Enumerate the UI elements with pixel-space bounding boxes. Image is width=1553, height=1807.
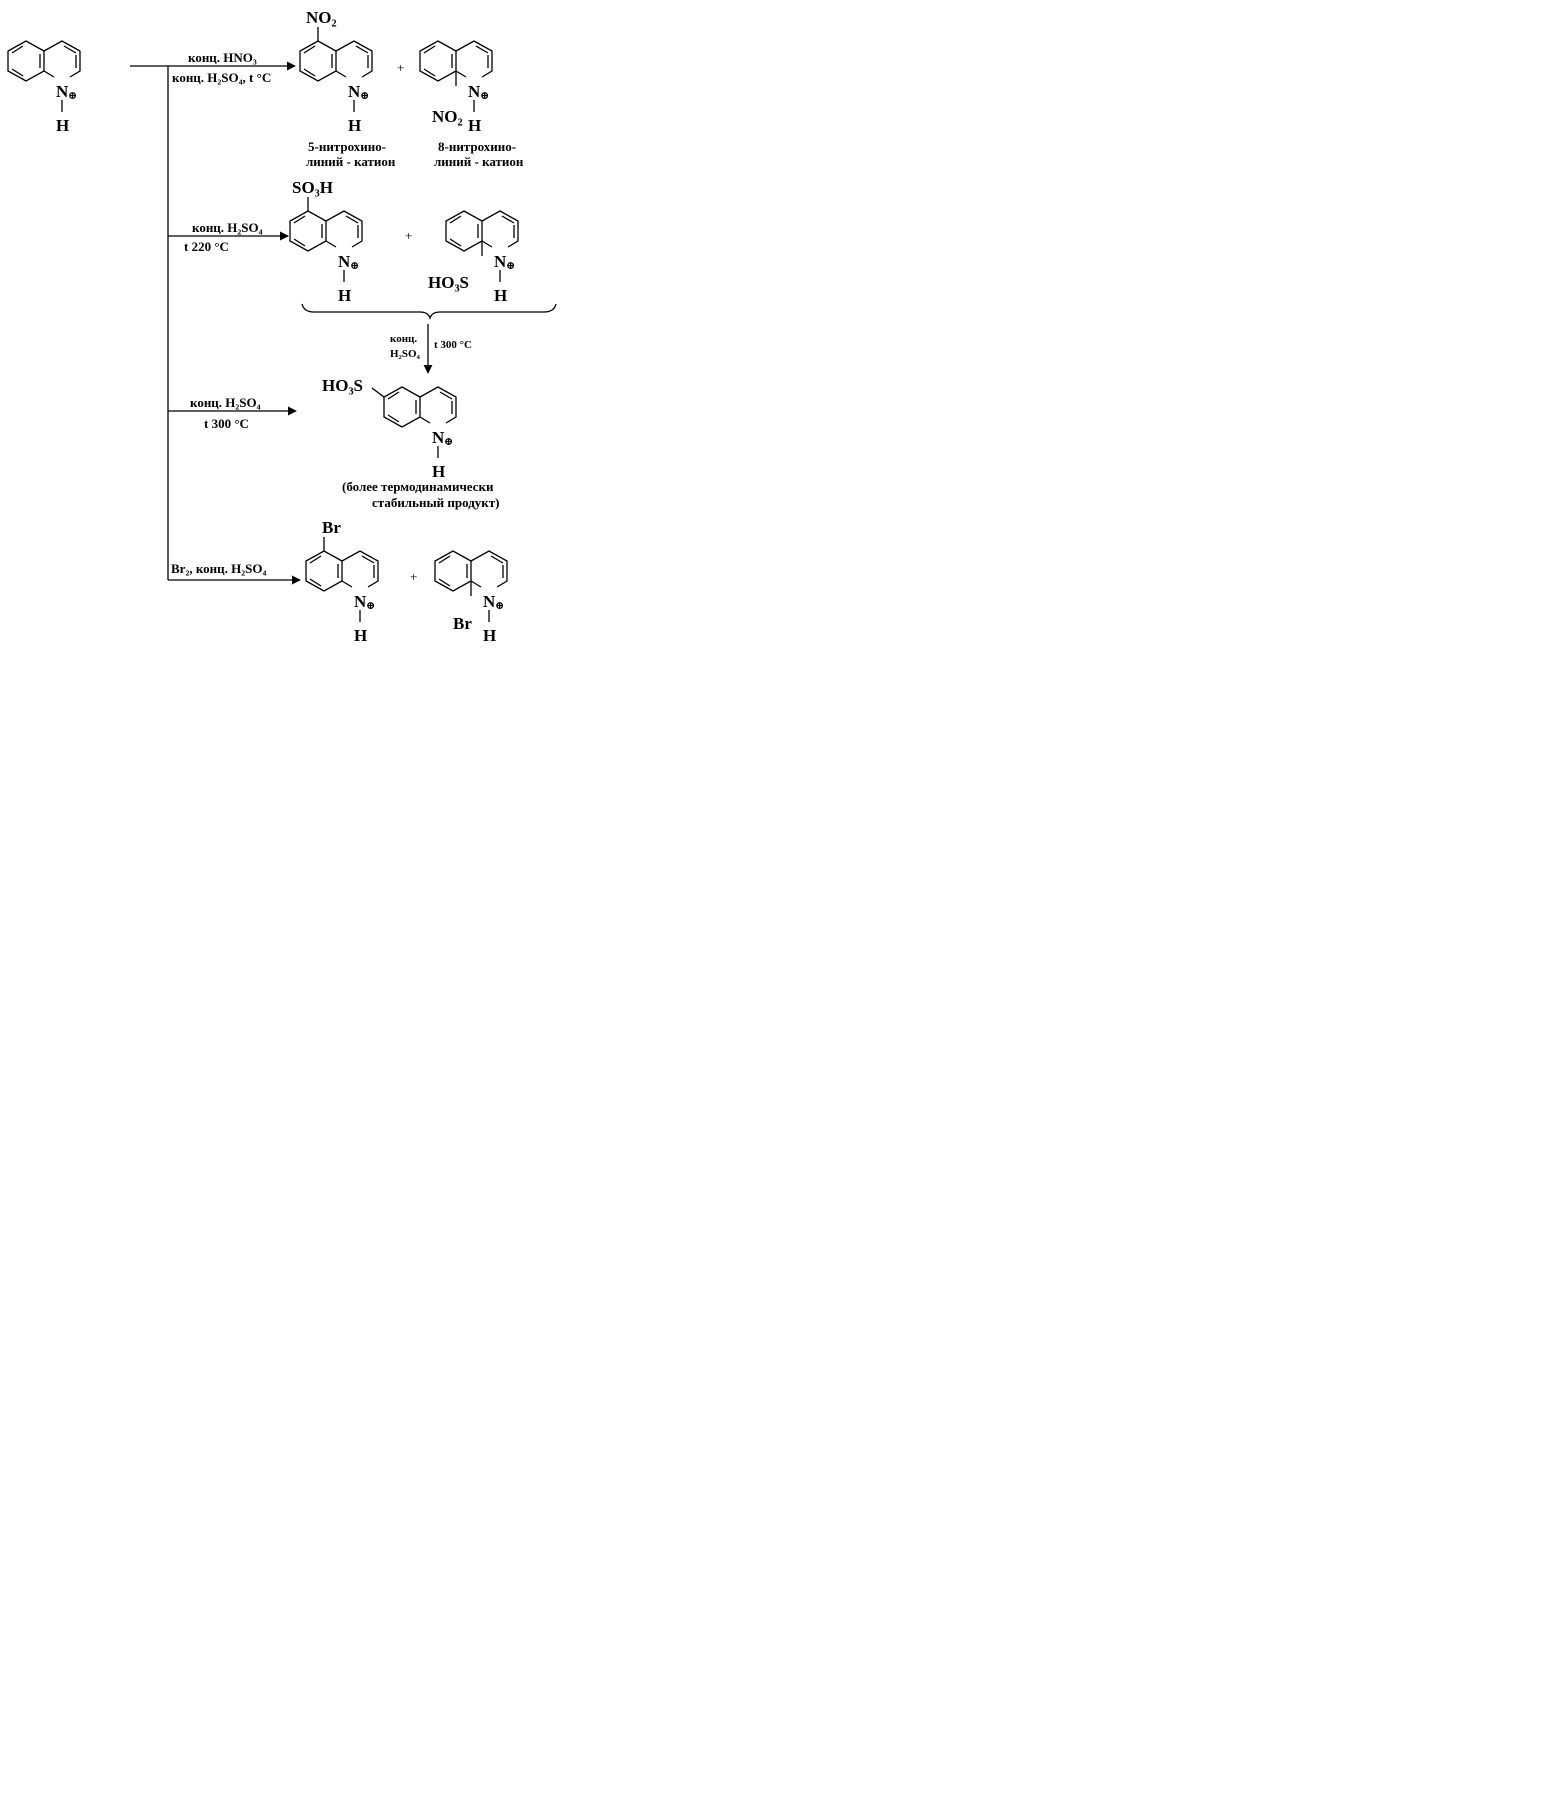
nitration-cond1: конц. HNO₃ xyxy=(188,50,257,65)
bromo-8-n: N xyxy=(483,592,496,611)
sulfo-6-note-line2: стабильный продукт) xyxy=(372,495,500,510)
nitration-plus: + xyxy=(397,60,405,75)
isomerization-cond3: t 300 °C xyxy=(434,339,473,351)
sulfonation300-cond1: конц. H₂SO₄ xyxy=(190,395,261,410)
isomerization-cond1: конц. xyxy=(390,333,418,345)
bromo-5-n: N xyxy=(354,592,367,611)
bromo-5-substituent: Br xyxy=(322,518,341,537)
bromo-8-h: H xyxy=(483,626,497,645)
sulfo-8-h: H xyxy=(494,286,508,305)
nitro-8-substituent: NO₂ xyxy=(432,107,463,126)
nitro-5-charge: ⊕ xyxy=(360,90,370,102)
bromination-plus: + xyxy=(410,569,418,584)
nitro-5-name-line2: линий - катион xyxy=(306,154,396,169)
sulfo-6-h: H xyxy=(432,462,446,481)
sulfo-5-substituent: SO₃H xyxy=(292,178,333,197)
nitro-5-h: H xyxy=(348,116,362,135)
sulfonation220-plus: + xyxy=(405,228,413,243)
bromo-8-substituent: Br xyxy=(453,614,472,633)
sulfo-6-substituent: HO₃S xyxy=(322,376,363,395)
bromo-8-product xyxy=(435,551,507,645)
nitro-5-name-line1: 5-нитрохино- xyxy=(308,139,387,154)
sulfo-5-h: H xyxy=(338,286,352,305)
bromo-5-charge: ⊕ xyxy=(366,600,376,612)
products-brace xyxy=(302,304,556,318)
sulfo-6-product xyxy=(322,376,456,481)
nitro-8-h: H xyxy=(468,116,482,135)
nitro-8-name-line1: 8-нитрохино- xyxy=(438,139,517,154)
start-h: H xyxy=(56,116,70,135)
nitration-cond2: конц. H₂SO₄, t °C xyxy=(172,70,272,85)
bromo-5-product xyxy=(306,518,378,645)
bromo-8-charge: ⊕ xyxy=(495,600,505,612)
sulfo-5-charge: ⊕ xyxy=(350,260,360,272)
bromination-cond1: Br₂, конц. H₂SO₄ xyxy=(171,561,267,576)
sulfo-5-product xyxy=(290,178,362,305)
sulfo-6-charge: ⊕ xyxy=(444,436,454,448)
nitro-8-name-line2: линий - катион xyxy=(434,154,524,169)
start-n: N xyxy=(56,82,69,101)
nitro-8-product xyxy=(420,41,492,135)
sulfo-6-n: N xyxy=(432,428,445,447)
isomerization-cond2: H₂SO₄ xyxy=(390,348,420,360)
nitro-5-substituent: NO₂ xyxy=(306,8,337,27)
start-charge: ⊕ xyxy=(68,90,78,102)
sulfonation220-cond2: t 220 °C xyxy=(184,239,229,254)
sulfonation220-cond1: конц. H₂SO₄ xyxy=(192,220,263,235)
nitro-8-n: N xyxy=(468,82,481,101)
sulfonation300-cond2: t 300 °C xyxy=(204,416,249,431)
nitro-5-n: N xyxy=(348,82,361,101)
sulfo-8-n: N xyxy=(494,252,507,271)
bromo-5-h: H xyxy=(354,626,368,645)
start-quinolinium xyxy=(8,41,80,135)
sulfo-8-product xyxy=(428,211,518,305)
nitro-8-charge: ⊕ xyxy=(480,90,490,102)
sulfo-6-note-line1: (более термодинамически xyxy=(342,479,494,494)
sulfo-8-charge: ⊕ xyxy=(506,260,516,272)
sulfo-5-n: N xyxy=(338,252,351,271)
sulfo-8-substituent: HO₃S xyxy=(428,273,469,292)
nitro-5-product xyxy=(300,8,372,135)
